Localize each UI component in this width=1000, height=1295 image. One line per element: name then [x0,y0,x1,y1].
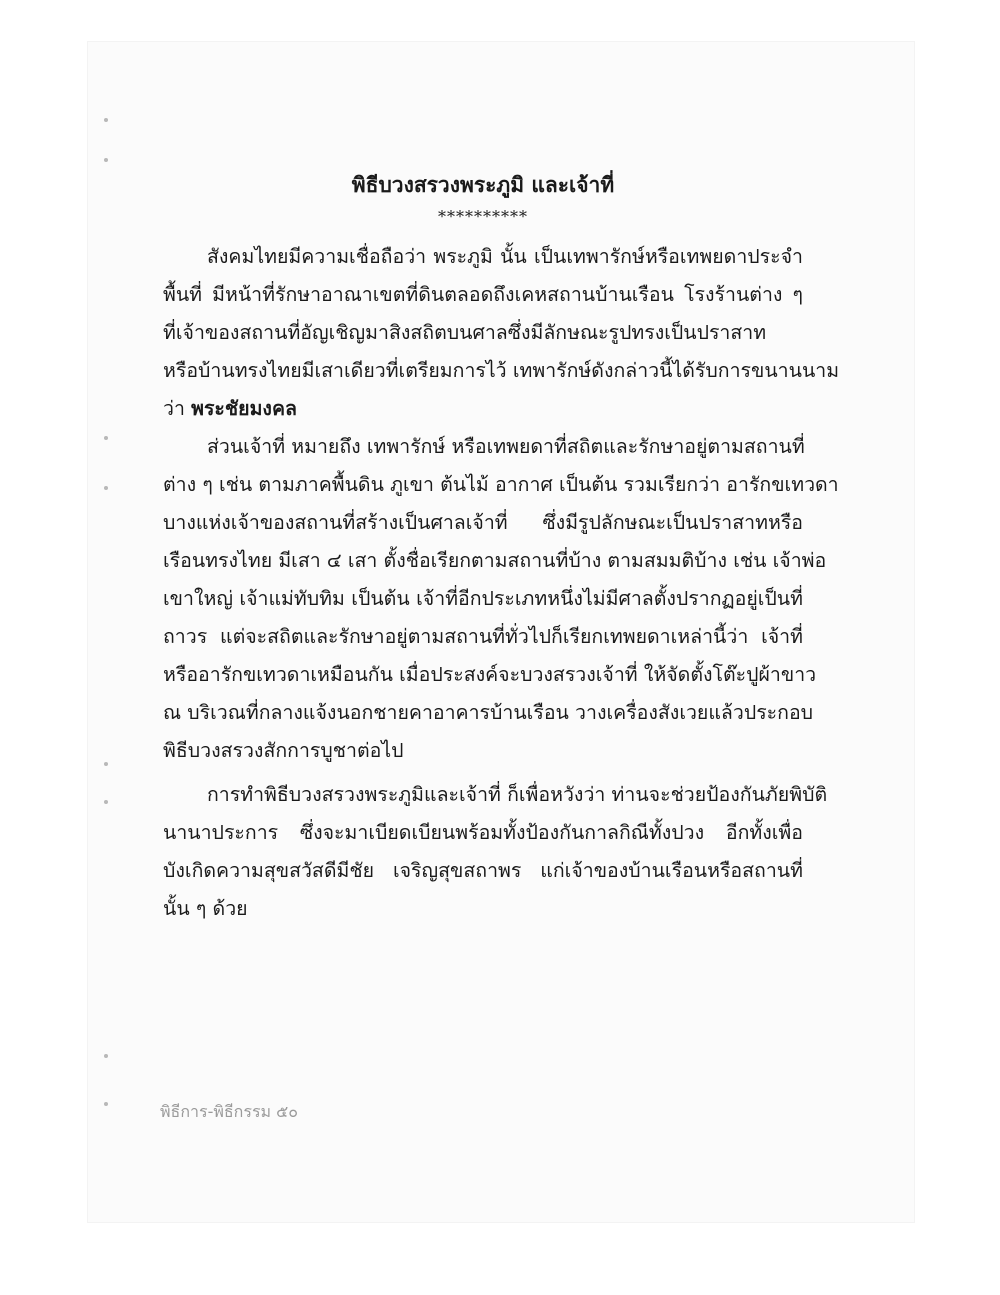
margin-speck [104,118,108,122]
paragraph-3 [163,776,828,928]
paragraph-2 [163,428,839,770]
paragraph-line: หรือบ้านทรงไทยมีเสาเดียวที่เตรียมการไว้ เทพารักษ์ดังกล่าวนี้ได้รับการขนานนาม [163,359,840,382]
paragraph-line: ส่วนเจ้าที่ หมายถึง เทพารักษ์ หรือเทพยดาที่สถิตและรักษาอยู่ตามสถานที่ [207,435,805,458]
paragraph-line: ที่เจ้าของสถานที่อัญเชิญมาสิงสถิตบนศาลซึ่งมีลักษณะรูปทรงเป็นปราสาท [163,321,767,344]
margin-speck [104,436,108,440]
title-separator: ********** [438,207,528,226]
margin-speck [104,1102,108,1106]
paragraph-line: บางแห่งเจ้าของสถานที่สร้างเป็นศาลเจ้าที่ ซึ่งมีรูปลักษณะเป็นปราสาทหรือ [163,511,803,534]
page-footer: พิธีการ-พิธีกรรม ๕๐ [160,1102,299,1121]
paragraph-line: ณ บริเวณที่กลางแจ้งนอกชายคาอาคารบ้านเรือน วางเครื่องสังเวยแล้วประกอบ [163,701,814,724]
paragraph-line: หรืออารักขเทวดาเหมือนกัน เมื่อประสงค์จะบวงสรวงเจ้าที่ ให้จัดตั้งโต๊ะปูผ้าขาว [163,663,817,686]
paragraph-line: พิธีบวงสรวงสักการบูชาต่อไป [163,739,404,762]
paragraph-line: การทำพิธีบวงสรวงพระภูมิและเจ้าที่ ก็เพื่อหวังว่า ท่านจะช่วยป้องกันภัยพิบัติ [207,783,828,806]
margin-speck [104,762,108,766]
paragraph-line: เรือนทรงไทย มีเสา ๔ เสา ตั้งชื่อเรียกตามสถานที่บ้าง ตามสมมติบ้าง เช่น เจ้าพ่อ [163,549,827,572]
paragraph-line: นานาประการ ซึ่งจะมาเบียดเบียนพร้อมทั้งป้องกันกาลกิณีทั้งปวง อีกทั้งเพื่อ [163,821,803,844]
paragraph-1 [163,238,840,428]
deity-name-bold: พระชัยมงคล [191,397,297,420]
paragraph-line: ถาวร แต่จะสถิตและรักษาอยู่ตามสถานที่ทั่วไปก็เรียกเทพยดาเหล่านี้ว่า เจ้าที่ [163,625,803,648]
paragraph-text: ว่า [163,397,185,420]
paragraph-line: เขาใหญ่ เจ้าแม่ทับทิม เป็นต้น เจ้าที่อีกประเภทหนึ่งไม่มีศาลตั้งปรากฏอยู่เป็นที่ [163,587,803,610]
document-body [163,170,840,928]
margin-speck [104,158,108,162]
paragraph-line: พื้นที่ มีหน้าที่รักษาอาณาเขตที่ดินตลอดถึงเคหสถานบ้านเรือน โรงร้านต่าง ๆ [163,283,803,306]
paragraph-line: บังเกิดความสุขสวัสดีมีชัย เจริญสุขสถาพร แก่เจ้าของบ้านเรือนหรือสถานที่ [163,859,803,882]
paragraph-line: สังคมไทยมีความเชื่อถือว่า พระภูมิ นั้น เป็นเทพารักษ์หรือเทพยดาประจำ [207,245,803,268]
margin-speck [104,486,108,490]
margin-speck [104,1054,108,1058]
paragraph-line: ต่าง ๆ เช่น ตามภาคพื้นดิน ภูเขา ต้นไม้ อากาศ เป็นต้น รวมเรียกว่า อารักขเทวดา [163,473,839,496]
paragraph-line [163,390,803,428]
document-title: พิธีบวงสรวงพระภูมิ และเจ้าที่ [351,172,615,197]
margin-speck [104,800,108,804]
paragraph-line: นั้น ๆ ด้วย [163,897,248,920]
